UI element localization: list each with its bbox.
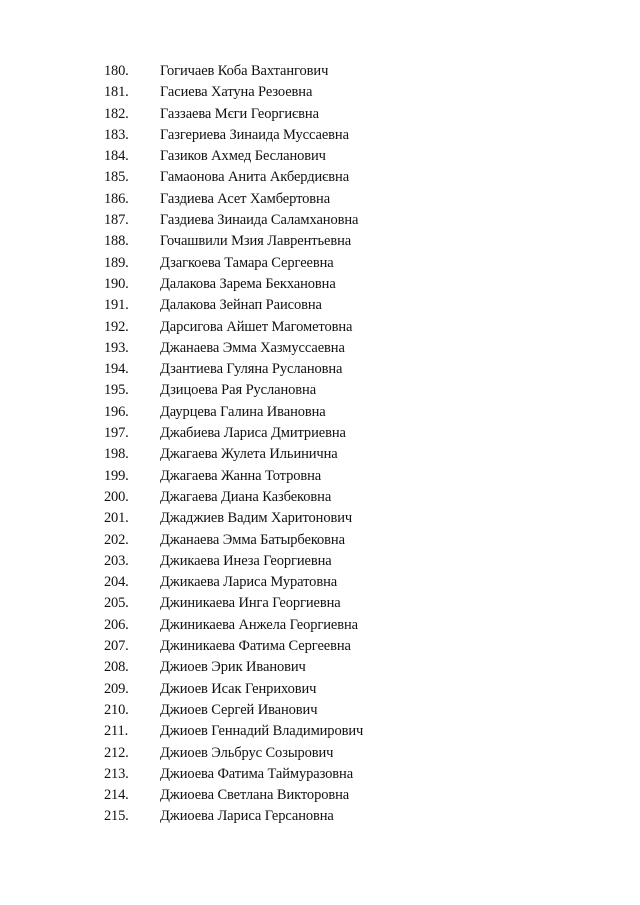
list-item xyxy=(0,61,640,82)
person-name: Далакова Зейнап Раисовна xyxy=(160,297,322,314)
item-number: 207. xyxy=(104,638,129,655)
person-name: Джиникаева Фатима Сергеевна xyxy=(160,638,351,655)
list-item xyxy=(0,402,640,423)
person-name: Джаджиев Вадим Харитонович xyxy=(160,510,353,527)
item-number: 197. xyxy=(104,425,129,442)
person-name: Гамаонова Анита Акбердиєвна xyxy=(160,169,350,186)
item-number: 181. xyxy=(104,84,129,101)
list-item xyxy=(0,380,640,401)
item-number: 208. xyxy=(104,659,129,676)
person-name: Джиоева Светлана Викторовна xyxy=(160,787,350,804)
person-name: Газзаева Мєги Георгиєвна xyxy=(160,105,319,122)
list-item xyxy=(0,423,640,444)
list-item xyxy=(0,338,640,359)
list-item xyxy=(0,189,640,210)
item-number: 199. xyxy=(104,467,129,484)
item-number: 186. xyxy=(104,190,129,207)
list-item xyxy=(0,487,640,508)
item-number: 204. xyxy=(104,574,129,591)
person-name: Джанаева Эмма Батырбековна xyxy=(160,531,345,548)
item-number: 205. xyxy=(104,595,129,612)
list-item xyxy=(0,636,640,657)
list-item xyxy=(0,508,640,529)
item-number: 193. xyxy=(104,339,129,356)
person-name: Джиоев Эрик Иванович xyxy=(160,659,306,676)
person-name: Джагаева Жулета Ильинична xyxy=(160,446,338,463)
person-name: Джиоев Геннадий Владимирович xyxy=(160,723,364,740)
person-name: Дзантиева Гуляна Руслановна xyxy=(160,361,343,378)
person-name: Джагаева Диана Казбековна xyxy=(160,488,332,505)
person-name: Джиоева Лариса Герсановна xyxy=(160,808,334,825)
list-item xyxy=(0,253,640,274)
person-name: Даурцева Галина Ивановна xyxy=(160,403,326,420)
person-name: Джикаева Инеза Георгиевна xyxy=(160,552,332,569)
list-item xyxy=(0,274,640,295)
item-number: 198. xyxy=(104,446,129,463)
list-item xyxy=(0,551,640,572)
item-number: 184. xyxy=(104,148,129,165)
list-item xyxy=(0,359,640,380)
item-number: 192. xyxy=(104,318,129,335)
item-number: 209. xyxy=(104,680,129,697)
person-name: Гасиева Хатуна Резоевна xyxy=(160,84,313,101)
list-item xyxy=(0,593,640,614)
list-item xyxy=(0,530,640,551)
item-number: 183. xyxy=(104,126,129,143)
list-item xyxy=(0,466,640,487)
list-item xyxy=(0,806,640,827)
list-item xyxy=(0,572,640,593)
list-item xyxy=(0,764,640,785)
item-number: 212. xyxy=(104,744,129,761)
list-item xyxy=(0,615,640,636)
item-number: 210. xyxy=(104,701,129,718)
item-number: 182. xyxy=(104,105,129,122)
person-name: Джиникаева Анжела Георгиевна xyxy=(160,616,358,633)
list-item xyxy=(0,210,640,231)
item-number: 214. xyxy=(104,787,129,804)
person-name: Далакова Зарема Бекхановна xyxy=(160,275,336,292)
person-name: Джабиева Лариса Дмитриевна xyxy=(160,425,346,442)
list-item xyxy=(0,104,640,125)
item-number: 189. xyxy=(104,254,129,271)
item-number: 185. xyxy=(104,169,129,186)
person-name: Джиоев Исак Генрихович xyxy=(160,680,317,697)
item-number: 203. xyxy=(104,552,129,569)
person-name: Дзицоева Рая Руслановна xyxy=(160,382,317,399)
name-list xyxy=(0,61,640,828)
list-item xyxy=(0,125,640,146)
item-number: 211. xyxy=(104,723,129,740)
person-name: Газдиева Асет Хамбертовна xyxy=(160,190,331,207)
person-name: Джагаева Жанна Тотровна xyxy=(160,467,322,484)
list-item xyxy=(0,721,640,742)
list-item xyxy=(0,743,640,764)
item-number: 201. xyxy=(104,510,129,527)
person-name: Джикаева Лариса Муратовна xyxy=(160,574,338,591)
person-name: Дзагкоева Тамара Сергеевна xyxy=(160,254,334,271)
item-number: 206. xyxy=(104,616,129,633)
item-number: 215. xyxy=(104,808,129,825)
list-item xyxy=(0,146,640,167)
person-name: Джиоев Эльбрус Созырович xyxy=(160,744,334,761)
list-item xyxy=(0,700,640,721)
person-name: Гогичаев Коба Вахтангович xyxy=(160,63,329,79)
person-name: Газгериева Зинаида Муссаевна xyxy=(160,126,349,143)
item-number: 180. xyxy=(104,63,129,79)
item-number: 195. xyxy=(104,382,129,399)
person-name: Газиков Ахмед Бесланович xyxy=(160,148,326,165)
item-number: 190. xyxy=(104,275,129,292)
list-item xyxy=(0,231,640,252)
person-name: Джиоев Сергей Иванович xyxy=(160,701,318,718)
person-name: Гочашвили Мзия Лаврентьевна xyxy=(160,233,352,250)
list-item xyxy=(0,317,640,338)
item-number: 196. xyxy=(104,403,129,420)
item-number: 194. xyxy=(104,361,129,378)
list-item xyxy=(0,82,640,103)
person-name: Газдиева Зинаида Саламхановна xyxy=(160,212,359,229)
item-number: 200. xyxy=(104,488,129,505)
list-item xyxy=(0,295,640,316)
item-number: 187. xyxy=(104,212,129,229)
list-item xyxy=(0,679,640,700)
item-number: 188. xyxy=(104,233,129,250)
item-number: 213. xyxy=(104,765,129,782)
item-number: 191. xyxy=(104,297,129,314)
person-name: Дарсигова Айшет Магометовна xyxy=(160,318,353,335)
person-name: Джиоева Фатима Таймуразовна xyxy=(160,765,354,782)
list-item xyxy=(0,167,640,188)
item-number: 202. xyxy=(104,531,129,548)
person-name: Джанаева Эмма Хазмуссаевна xyxy=(160,339,345,356)
list-item xyxy=(0,444,640,465)
person-name: Джиникаева Инга Георгиевна xyxy=(160,595,341,612)
list-item xyxy=(0,785,640,806)
list-item xyxy=(0,657,640,678)
